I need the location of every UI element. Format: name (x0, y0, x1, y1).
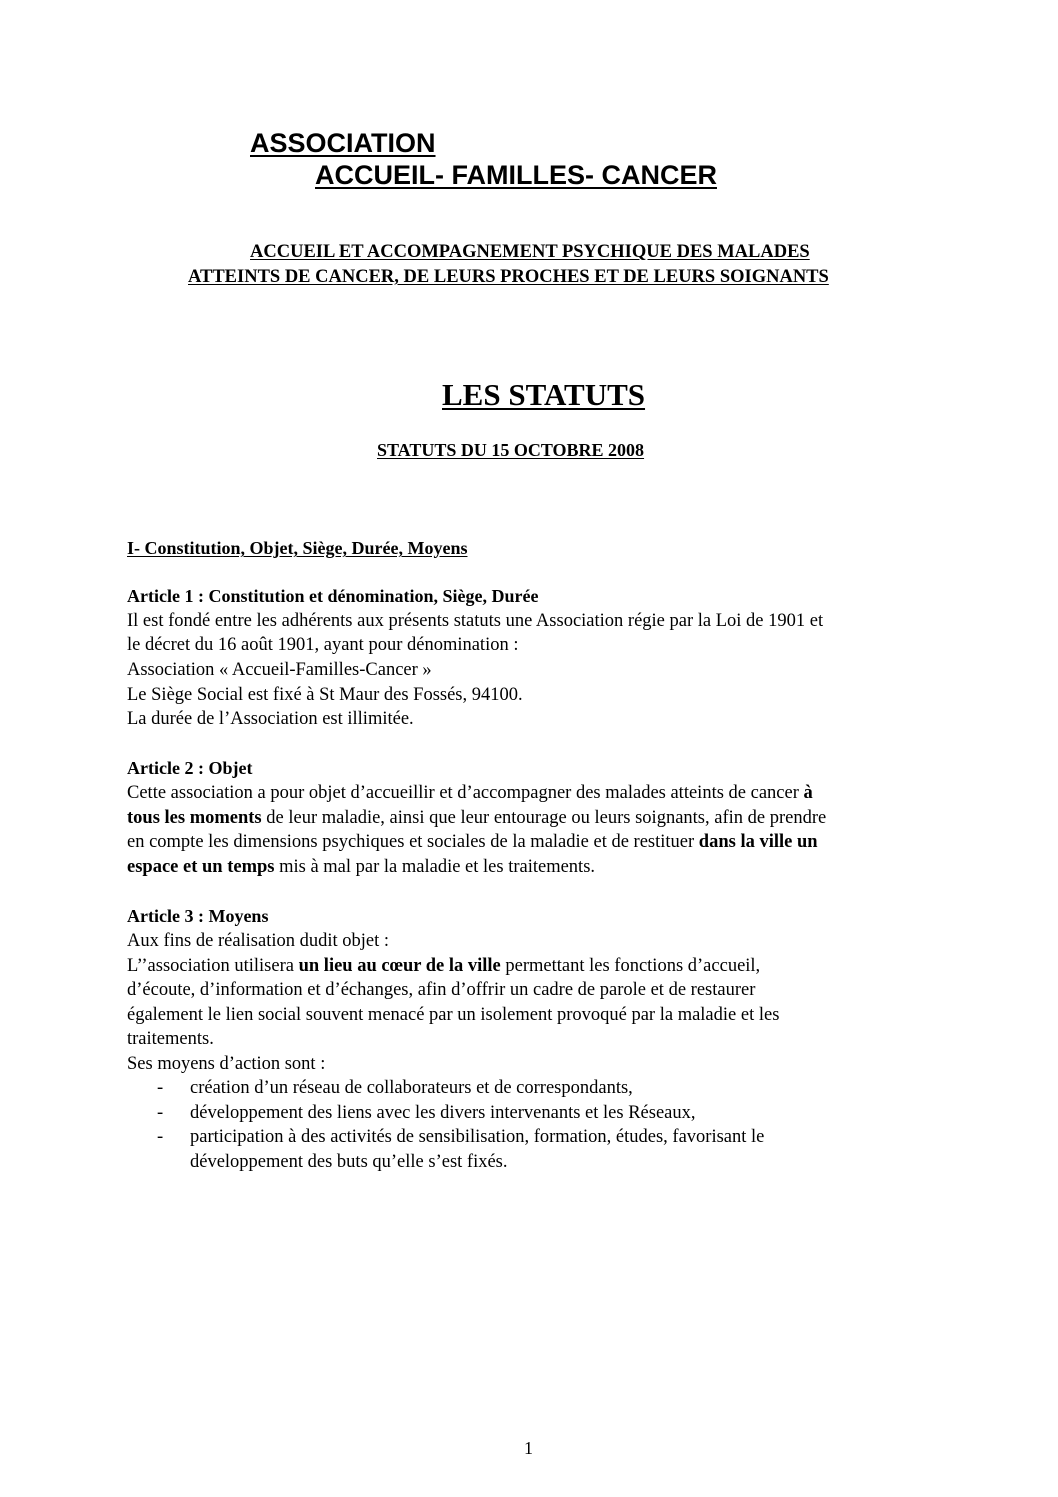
association-name-heading: ACCUEIL- FAMILLES- CANCER (315, 160, 717, 190)
list-bullet: - (157, 1103, 164, 1123)
article-3-line: Ses moyens d’action sont : (127, 1054, 326, 1074)
list-item: développement des liens avec les divers intervenants et les Réseaux, (190, 1103, 696, 1123)
subtitle-line-1: ACCUEIL ET ACCOMPAGNEMENT PSYCHIQUE DES MALADES (250, 242, 810, 262)
list-item: création d’un réseau de collaborateurs et de correspondants, (190, 1078, 633, 1098)
page-title: LES STATUTS (442, 377, 646, 412)
article-3-title: Article 3 : Moyens (127, 906, 269, 926)
section-heading: I- Constitution, Objet, Siège, Durée, Moyens (127, 538, 468, 558)
article-2-line: en compte les dimensions psychiques et sociales de la maladie et de restituer dans la ville un (127, 832, 818, 852)
article-1-line: La durée de l’Association est illimitée. (127, 709, 414, 729)
article-2-line: espace et un temps mis à mal par la maladie et les traitements. (127, 857, 596, 877)
article-1-line: Association « Accueil-Familles-Cancer » (127, 660, 432, 680)
subtitle-line-2: ATTEINTS DE CANCER, DE LEURS PROCHES ET DE LEURS SOIGNANTS (188, 267, 829, 287)
article-1-line: Le Siège Social est fixé à St Maur des Fossés, 94100. (127, 685, 523, 705)
list-bullet: - (157, 1127, 164, 1147)
page-number: 1 (524, 1438, 533, 1458)
article-1-line: le décret du 16 août 1901, ayant pour dénomination : (127, 635, 519, 655)
article-1-line: Il est fondé entre les adhérents aux présents statuts une Association régie par la Loi de 1901 et (127, 611, 824, 631)
article-1-title: Article 1 : Constitution et dénomination, Siège, Durée (127, 586, 539, 606)
article-2-title: Article 2 : Objet (127, 758, 253, 778)
list-item: participation à des activités de sensibilisation, formation, études, favorisant le (190, 1127, 765, 1147)
article-3-line: d’écoute, d’information et d’échanges, afin d’offrir un cadre de parole et de restaurer (127, 980, 756, 1000)
association-heading: ASSOCIATION (250, 128, 436, 158)
article-2-line: Cette association a pour objet d’accueillir et d’accompagner des malades atteints de cancer à (127, 783, 813, 803)
article-3-line: L’’association utilisera un lieu au cœur de la ville permettant les fonctions d’accueil, (127, 956, 761, 976)
list-bullet: - (157, 1078, 164, 1098)
article-2-line: tous les moments de leur maladie, ainsi que leur entourage ou leurs soignants, afin de prendre (127, 808, 827, 828)
article-3-line: également le lien social souvent menacé par un isolement provoqué par la maladie et les (127, 1005, 780, 1025)
article-3-line: traitements. (127, 1029, 214, 1049)
article-3-line: Aux fins de réalisation dudit objet : (127, 931, 390, 951)
list-item: développement des buts qu’elle s’est fixés. (190, 1152, 508, 1172)
statuts-date: STATUTS DU 15 OCTOBRE 2008 (377, 440, 645, 460)
